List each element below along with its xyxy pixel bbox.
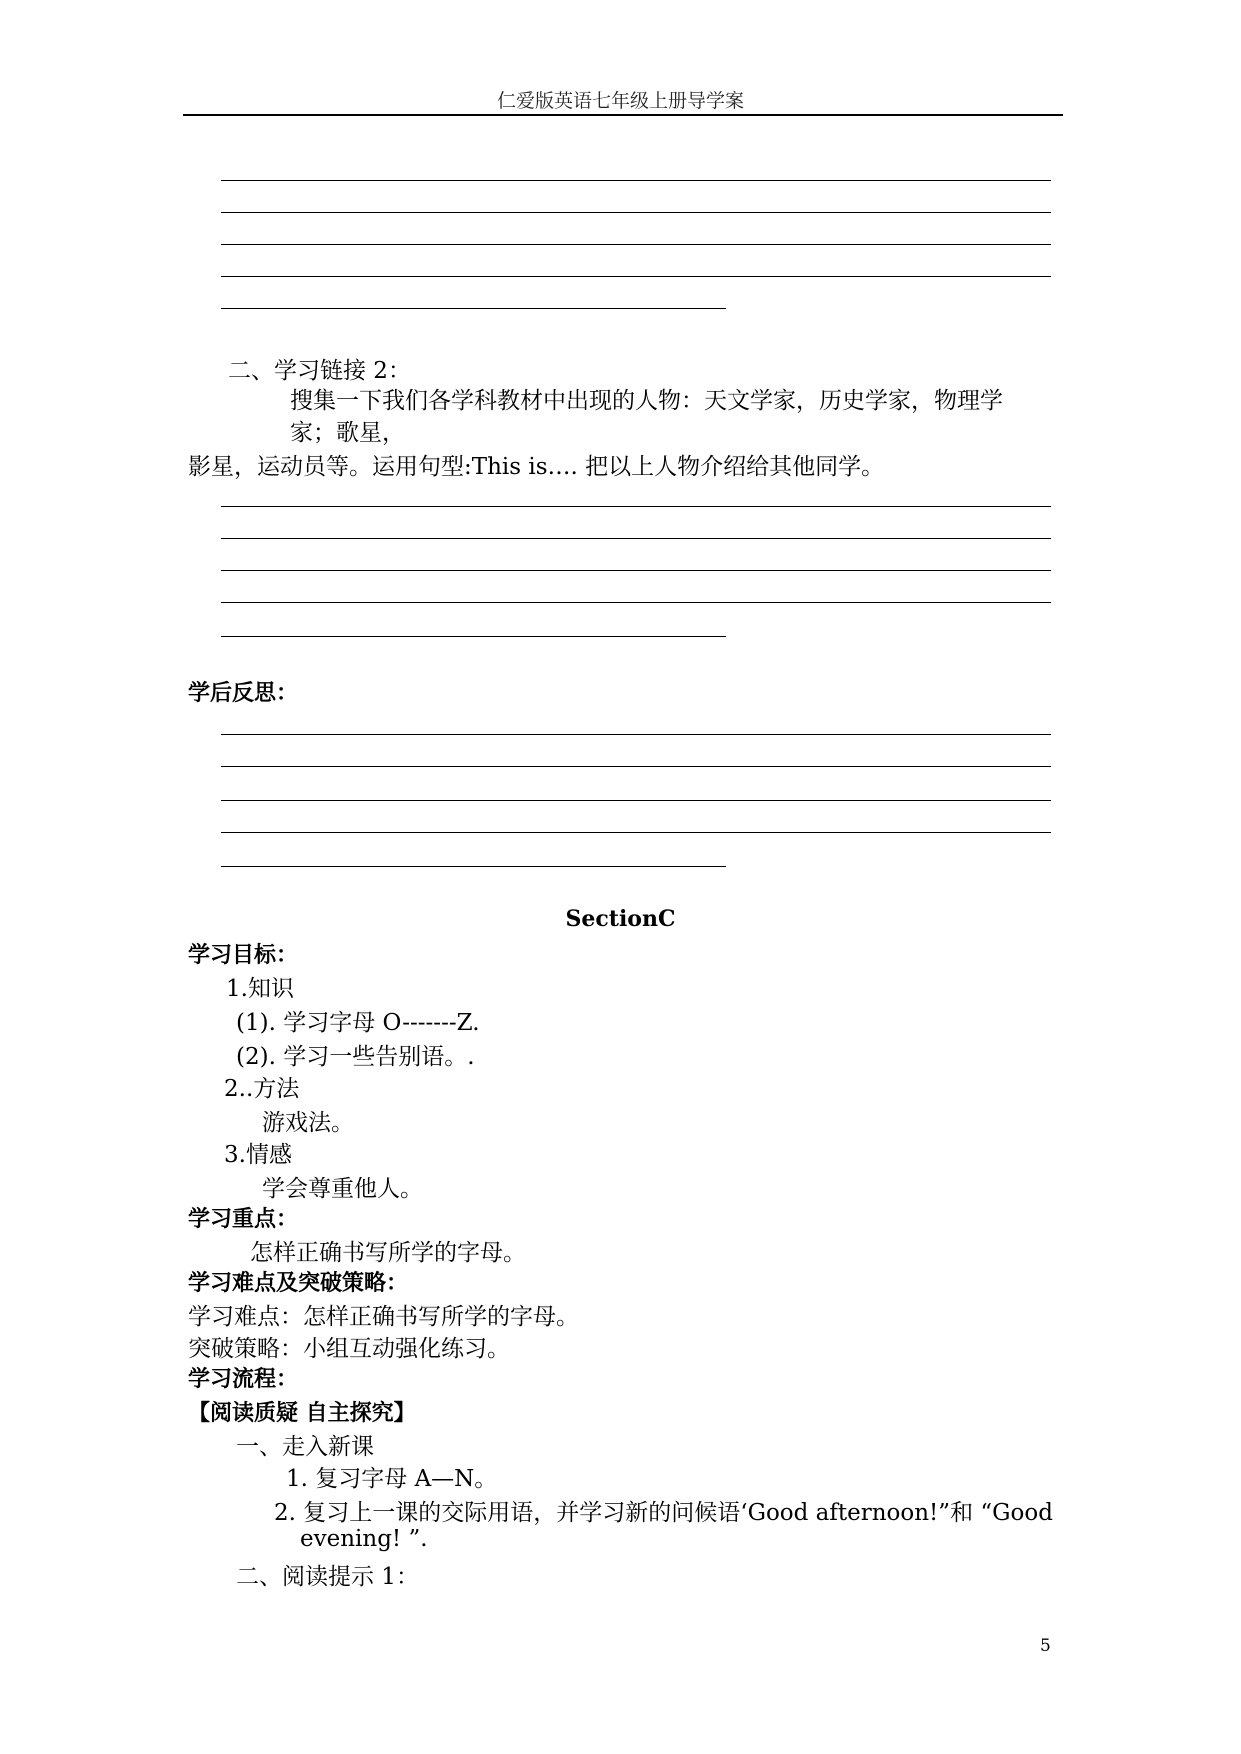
reflection-heading: 学后反思： <box>188 681 299 706</box>
answer-line <box>221 212 1051 213</box>
strategy-text: 突破策略：小组互动强化练习。 <box>188 1336 510 1362</box>
emotion-text: 学会尊重他人。 <box>262 1176 423 1202</box>
page-number: 5 <box>1040 1636 1051 1656</box>
reading-inquiry-heading: 【阅读质疑 自主探究】 <box>188 1401 416 1426</box>
answer-line <box>221 538 1051 539</box>
answer-line <box>221 866 726 867</box>
key-points-text: 怎样正确书写所学的字母。 <box>250 1240 526 1266</box>
difficulty-heading: 学习难点及突破策略： <box>188 1271 409 1296</box>
knowledge-label: 1.知识 <box>226 976 294 1002</box>
study-link-2-text-2: 家；歌星， <box>290 420 405 446</box>
study-link-2-text-1: 搜集一下我们各学科教材中出现的人物：天文学家，历史学家，物理学 <box>290 388 1003 414</box>
answer-line <box>221 276 1051 277</box>
answer-line <box>221 800 1051 801</box>
knowledge-item-2: (2). 学习一些告别语。. <box>236 1044 475 1070</box>
emotion-label: 3.情感 <box>224 1142 292 1168</box>
study-link-2-text-3: 影星，运动员等。运用句型:This is…. 把以上人物介绍给其他同学。 <box>188 454 885 480</box>
new-lesson-heading: 一、走入新课 <box>236 1434 374 1460</box>
reading-tip-heading: 二、阅读提示 1： <box>236 1564 419 1590</box>
key-points-heading: 学习重点： <box>188 1207 299 1232</box>
step-2-line-1: 2. 复习上一课的交际用语，并学习新的问候语‘Good afternoon!”和 “Good <box>274 1500 1053 1526</box>
answer-line <box>221 832 1051 833</box>
answer-line <box>221 180 1051 181</box>
method-text: 游戏法。 <box>262 1110 354 1136</box>
difficulty-text: 学习难点：怎样正确书写所学的字母。 <box>188 1304 579 1330</box>
answer-line <box>221 602 1051 603</box>
answer-line <box>221 308 726 309</box>
answer-line <box>221 766 1051 767</box>
method-label: 2..方法 <box>224 1076 300 1102</box>
study-link-2-heading: 二、学习链接 2： <box>228 358 411 384</box>
header-rule <box>183 114 1063 116</box>
process-heading: 学习流程： <box>188 1367 299 1392</box>
goals-heading: 学习目标： <box>188 943 299 968</box>
answer-line <box>221 244 1051 245</box>
section-c-title: SectionC <box>565 906 676 932</box>
step-2-line-2: evening! ”. <box>300 1526 428 1552</box>
answer-line <box>221 734 1051 735</box>
knowledge-item-1: (1). 学习字母 O-------Z. <box>236 1010 480 1036</box>
answer-line <box>221 506 1051 507</box>
page-header-title: 仁爱版英语七年级上册导学案 <box>496 90 744 112</box>
answer-line <box>221 636 726 637</box>
step-1: 1. 复习字母 A—N。 <box>286 1466 498 1492</box>
answer-line <box>221 570 1051 571</box>
